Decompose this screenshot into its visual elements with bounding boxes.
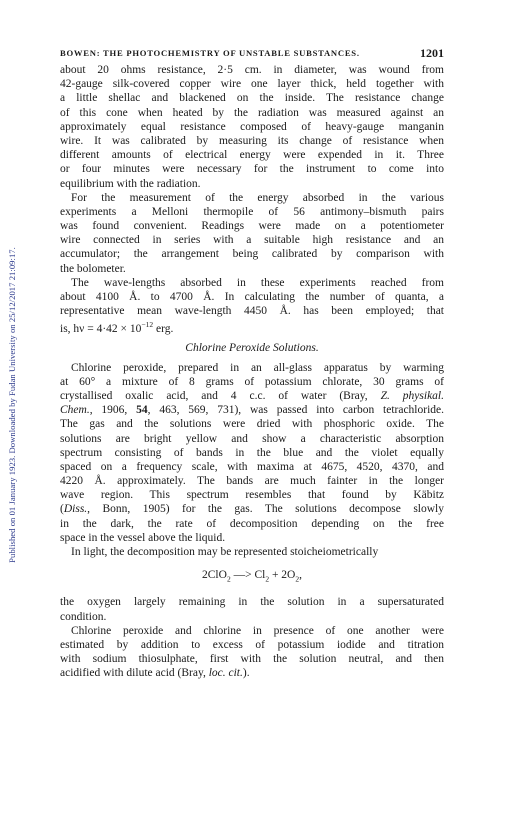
text-line: or four minutes were necessary for the instrument to come into — [60, 163, 444, 176]
text-run: acidified with dilute acid (Bray, — [60, 667, 209, 680]
download-provenance-sidebar — [6, 125, 18, 685]
text-line: wave region. This spectrum resembles that found by Käbitz — [60, 489, 444, 502]
paragraph-oxygen — [60, 595, 444, 623]
text-line: solutions are bright yellow and show a characteristic absorption — [60, 432, 444, 445]
energy-text: is, hν = 4·42 × 10 — [60, 323, 142, 336]
paragraph-bolometer — [60, 63, 444, 191]
text-line: The gas and the solutions were dried with phosphoric oxide. The — [60, 418, 444, 431]
text-line: the oxygen largely remaining in the solution in a supersaturated — [60, 596, 444, 609]
text-line: the bolometer. — [60, 262, 126, 275]
text-line: of this cone when heated by the radiation was measured against an — [60, 106, 444, 119]
chemical-equation — [60, 567, 444, 587]
reactant: 2ClO — [202, 569, 227, 582]
product: Cl — [254, 569, 266, 582]
text-line: was found convenient. Readings were made on a potentiometer — [60, 220, 444, 233]
punctuation: , — [299, 569, 302, 582]
subscript: 2 — [295, 574, 300, 584]
citation-abbrev: Diss. — [63, 503, 88, 516]
text-line: 4220 Å. approximately. The bands are much fainter in the longer — [60, 475, 444, 488]
text-line — [60, 403, 444, 417]
text-line: Chlorine peroxide, prepared in an all-glass apparatus by warming — [71, 361, 444, 374]
text-line: For the measurement of the energy absorbed in the various — [71, 191, 444, 204]
text-run: crystallised oxalic acid, and 4 c.c. of water (Bray, — [60, 389, 381, 402]
text-line — [60, 666, 444, 680]
provenance-text: Published on 01 January 1923. Downloaded by Fudan University on 25/12/2017 21:09:17. — [7, 247, 18, 563]
volume-number: 54 — [136, 404, 148, 417]
paragraph-thermopile — [60, 191, 444, 276]
text-run: ( — [60, 503, 64, 516]
text-line: equilibrium with the radiation. — [60, 177, 201, 190]
text-line: in the dark, the rate of decomposition depending on the free — [60, 517, 444, 530]
text-line: wire. It was calibrated by measuring its change of resistance when — [60, 134, 444, 147]
running-head: BOWEN: THE PHOTOCHEMISTRY OF UNSTABLE SUBSTANCES. — [60, 48, 360, 58]
text-run: , 1906, — [89, 404, 137, 417]
text-line: space in the vessel above the liquid. — [60, 531, 226, 544]
text-line: 42-gauge silk-covered copper wire one layer thick, held together with — [60, 78, 444, 91]
journal-abbrev: Chem. — [60, 404, 90, 417]
text-line: representative mean wave-length 4450 Å. has been employed; that — [60, 305, 444, 318]
text-line: a little shellac and blackened on the inside. The resistance change — [60, 92, 444, 105]
text-line: approximately equal resistance composed of heavy-gauge manganin — [60, 120, 444, 133]
text-run: , Bonn, 1905) for the gas. The solutions decompose slowly — [87, 503, 444, 516]
text-line: with sodium thiosulphate, first with the solution neutral, and then — [60, 653, 444, 666]
text-line: about 20 ohms resistance, 2·5 cm. in diameter, was wound from — [60, 64, 444, 76]
section-heading: Chlorine Peroxide Solutions. — [185, 341, 319, 354]
journal-page — [60, 47, 444, 681]
product: + 2O — [269, 569, 296, 582]
text-line — [60, 389, 444, 403]
text-line: at 60° a mixture of 8 grams of potassium chlorate, 30 grams of — [60, 375, 444, 388]
page-number: 1201 — [420, 46, 444, 60]
text-line: Chlorine peroxide and chlorine in presence of one another were — [71, 624, 444, 637]
citation-abbrev: loc. cit. — [208, 667, 243, 680]
text-line: accumulator; the arrangement being calibrated by comparison with — [60, 248, 444, 261]
text-line: estimated by addition to excess of potassium iodide and titration — [60, 639, 444, 652]
text-line: In light, the decomposition may be represented stoicheiometrically — [71, 546, 379, 558]
page-header — [60, 47, 444, 63]
text-line: wire connected in series with a suitable high resistance and an — [60, 234, 444, 247]
text-line: about 4100 Å. to 4700 Å. In calculating the number of quanta, a — [60, 291, 444, 303]
paragraph-estimation — [60, 624, 444, 681]
text-line: The wave-lengths absorbed in these experiments reached from — [71, 276, 444, 289]
text-line — [60, 502, 444, 516]
journal-abbrev: Z. physikal. — [380, 389, 444, 402]
text-line: different amounts of electrical energy were expended in it. Three — [60, 149, 444, 162]
exponent: −12 — [141, 320, 154, 330]
text-line: condition. — [60, 610, 107, 623]
paragraph-wavelengths — [60, 276, 444, 336]
text-run: ). — [242, 667, 250, 680]
paragraph-chlorine-peroxide — [60, 361, 444, 545]
paragraph-light-decomposition — [60, 545, 444, 559]
text-line: spectrum consisting of bands in the blue and the violet equally — [60, 446, 444, 459]
energy-unit: erg. — [153, 323, 174, 336]
text-line — [60, 318, 444, 336]
subscript: 2 — [265, 574, 270, 584]
reaction-arrow: —> — [230, 569, 255, 582]
text-line: experiments a Melloni thermopile of 56 antimony–bismuth pairs — [60, 205, 444, 218]
text-line: spaced on a frequency scale, with maxima at 4675, 4520, 4370, and — [60, 460, 444, 473]
subscript: 2 — [226, 574, 231, 584]
text-run: , 463, 569, 731), was passed into carbon tetrachloride. — [147, 404, 444, 417]
